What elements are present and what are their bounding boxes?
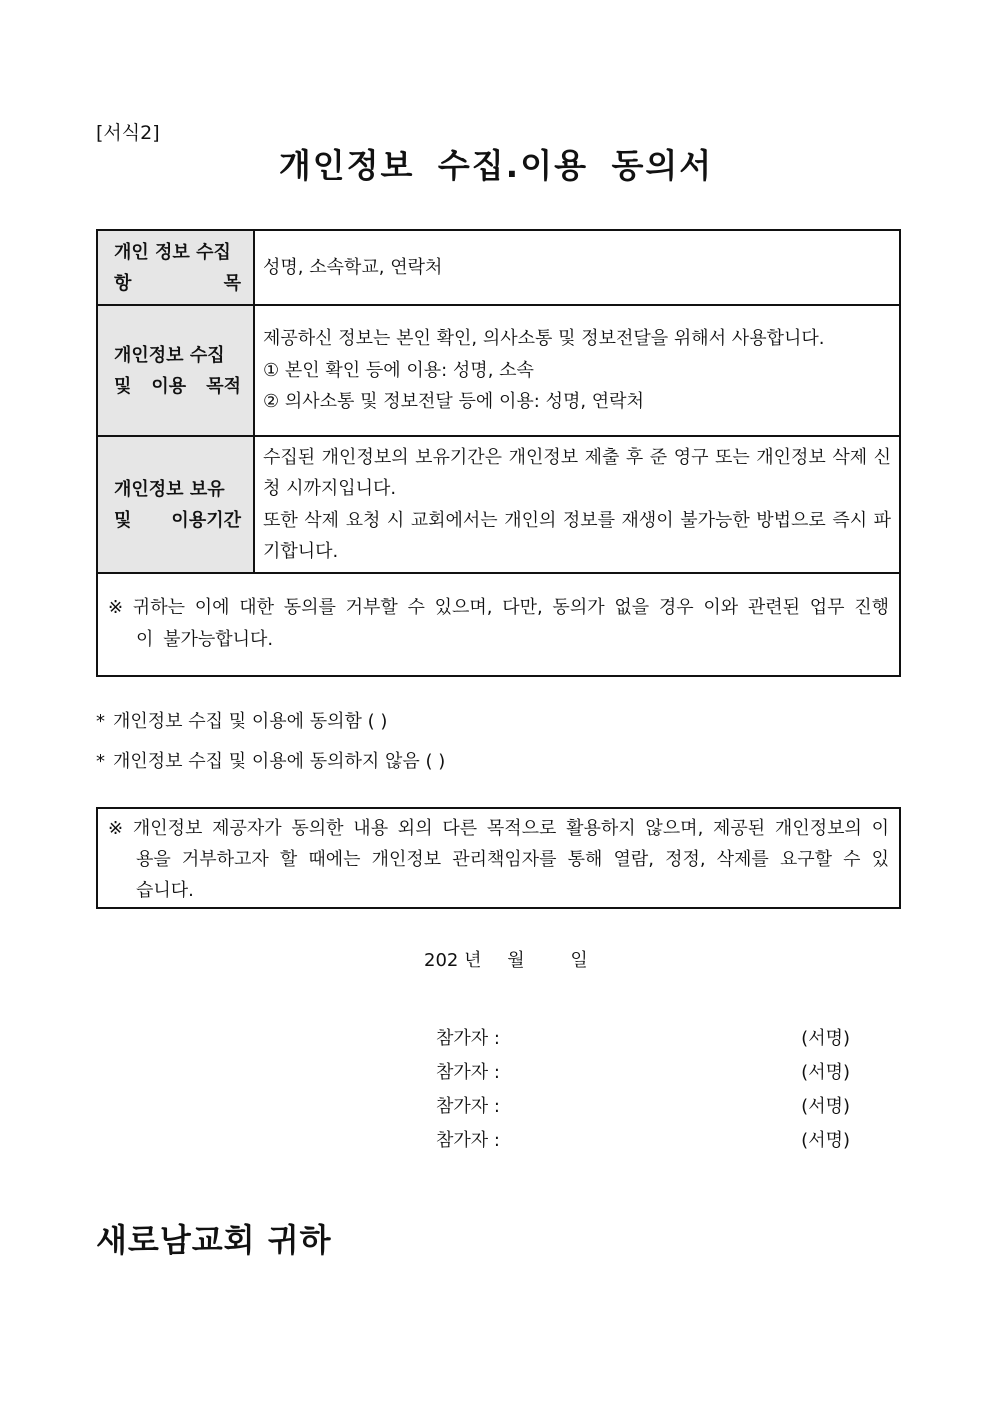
signature-field[interactable]: (서명) [801, 1028, 850, 1049]
participant-label: 참가자 : [436, 1130, 500, 1151]
refusal-notice-cell [97, 573, 900, 676]
row-content [254, 230, 900, 305]
refusal-notice: ※ 귀하는 이에 대한 동의를 거부할 수 있으며, 다만, 동의가 없을 경우 이와 관련된 업무 진행이 불가능합니다. [108, 596, 889, 650]
row-header [97, 230, 254, 305]
content-line: ① 본인 확인 등에 이용: 성명, 소속 [263, 359, 534, 381]
content-line: 수집된 개인정보의 보유기간은 개인정보 제출 후 준 영구 또는 개인정보 삭제 신청 시까지입니다. [263, 446, 891, 499]
row-header-line2: 및 이용기간 [114, 509, 241, 531]
document-title: 개인정보 수집.이용 동의서 [278, 146, 714, 185]
consent-disagree-text[interactable]: 개인정보 수집 및 이용에 동의하지 않음 ( ) [113, 751, 446, 772]
participant-line [436, 1024, 850, 1048]
consent-info-table [96, 229, 901, 677]
date-line [424, 946, 628, 972]
row-content [254, 436, 900, 573]
date-day[interactable]: 일 [570, 950, 588, 971]
row-header-line2: 항 목 [114, 272, 241, 294]
content-line: 또한 삭제 요청 시 교회에서는 개인의 정보를 재생이 불가능한 방법으로 즉시 파기합니다. [263, 509, 891, 562]
participant-line [436, 1092, 850, 1116]
row-header [97, 305, 254, 436]
form-number: [서식2] [96, 122, 160, 144]
content-line: ② 의사소통 및 정보전달 등에 이용: 성명, 연락처 [263, 391, 644, 413]
table-row [97, 230, 900, 305]
bullet-star: * [96, 751, 105, 772]
signature-field[interactable]: (서명) [801, 1096, 850, 1117]
bullet-star: * [96, 711, 105, 732]
usage-notice-box [96, 807, 901, 909]
participant-label: 참가자 : [436, 1062, 500, 1083]
participant-label: 참가자 : [436, 1096, 500, 1117]
row-header-line2: 및 이용 목적 [114, 375, 241, 397]
table-row [97, 436, 900, 573]
participant-line [436, 1058, 850, 1082]
row-header [97, 436, 254, 573]
usage-notice: ※ 개인정보 제공자가 동의한 내용 외의 다른 목적으로 활용하지 않으며, 제공된 개인정보의 이용을 거부하고자 할 때에는 개인정보 관리책임자를 통해 열람, 정정, 삭제를 요구할 수 있습니다. [108, 818, 889, 901]
table-row [97, 305, 900, 436]
row-header-line1: 개인정보 수집 [114, 344, 225, 366]
signature-field[interactable]: (서명) [801, 1130, 850, 1151]
content-line: 성명, 소속학교, 연락처 [263, 256, 443, 278]
date-year[interactable]: 202 년 [424, 950, 482, 971]
consent-disagree-line [96, 747, 445, 773]
participant-line [436, 1126, 850, 1150]
row-header-line1: 개인정보 보유 [114, 478, 225, 500]
signature-field[interactable]: (서명) [801, 1062, 850, 1083]
content-line: 제공하신 정보는 본인 확인, 의사소통 및 정보전달을 위해서 사용합니다. [263, 328, 825, 350]
row-header-line1: 개인 정보 수집 [114, 241, 231, 263]
date-month[interactable]: 월 [507, 950, 525, 971]
addressee-footer: 새로남교회 귀하 [96, 1221, 332, 1259]
participant-label: 참가자 : [436, 1028, 500, 1049]
consent-agree-text[interactable]: 개인정보 수집 및 이용에 동의함 ( ) [113, 711, 388, 732]
table-row [97, 573, 900, 676]
row-content [254, 305, 900, 436]
consent-agree-line [96, 707, 387, 733]
